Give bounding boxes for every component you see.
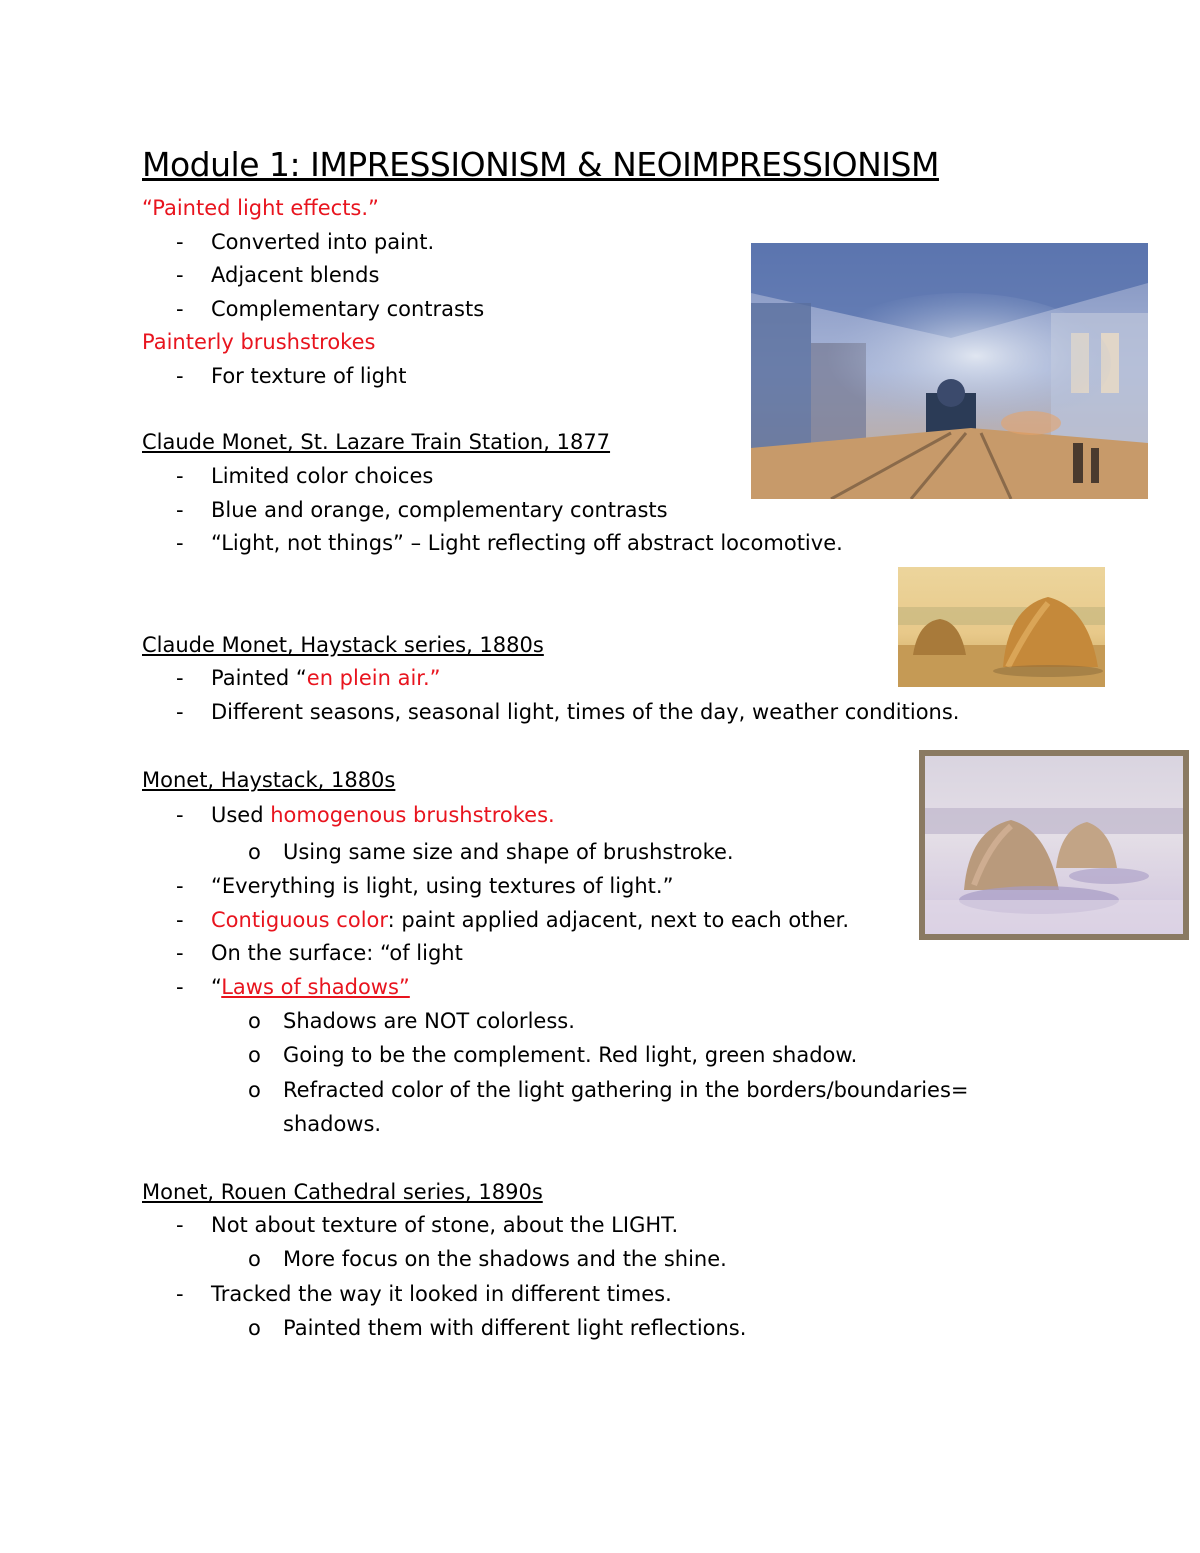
sub-bullet-circle: o [248,1247,261,1271]
bullet-text: “Everything is light, using textures of light.” [211,874,674,898]
bullet-dash: - [176,874,184,898]
painting-st-lazare-image [751,243,1148,499]
bullet-text: Complementary contrasts [211,297,485,321]
bullet-text: Converted into paint. [211,230,435,254]
bullet-dash: - [176,666,184,690]
bullet-text: Contiguous color: paint applied adjacent, next to each other. [211,908,850,932]
bullet-text: Adjacent blends [211,263,380,287]
bullet-text: Limited color choices [211,464,434,488]
sub-bullet-circle: o [248,1009,261,1033]
bullet-dash: - [176,1282,184,1306]
sub-bullet-text: More focus on the shadows and the shine. [283,1247,727,1271]
bullet-text: Different seasons, seasonal light, times of the day, weather conditions. [211,700,960,724]
section-heading-haystack-series: Claude Monet, Haystack series, 1880s [142,633,544,657]
bullet-dash: - [176,230,184,254]
bullet-text: “Light, not things” – Light reflecting off abstract locomotive. [211,531,843,555]
section-heading-st-lazare: Claude Monet, St. Lazare Train Station, 1877 [142,430,611,454]
sub-bullet-circle: o [248,1043,261,1067]
bullet-text: Tracked the way it looked in different times. [211,1282,672,1306]
section-heading-painterly: Painterly brushstrokes [142,330,376,354]
bullet-dash: - [176,263,184,287]
bullet-text: Used homogenous brushstrokes. [211,803,555,827]
bullet-dash: - [176,803,184,827]
sub-bullet-text: Painted them with different light reflections. [283,1316,747,1340]
painting-haystack-series-image [898,567,1105,687]
bullet-dash: - [176,941,184,965]
bullet-dash: - [176,498,184,522]
bullet-text: Not about texture of stone, about the LIGHT. [211,1213,679,1237]
section-heading-painted-light: “Painted light effects.” [142,196,379,220]
sub-bullet-circle: o [248,1078,261,1102]
bullet-text: Painted “en plein air.” [211,666,441,690]
bullet-dash: - [176,531,184,555]
bullet-dash: - [176,908,184,932]
section-heading-haystack: Monet, Haystack, 1880s [142,768,396,792]
sub-bullet-circle: o [248,840,261,864]
bullet-text: Blue and orange, complementary contrasts [211,498,668,522]
page-title: Module 1: IMPRESSIONISM & NEOIMPRESSIONISM [142,145,939,184]
bullet-dash: - [176,1213,184,1237]
bullet-dash: - [176,364,184,388]
sub-bullet-text: Refracted color of the light gathering in the borders/boundaries= [283,1078,969,1102]
sub-bullet-text: Shadows are NOT colorless. [283,1009,575,1033]
sub-bullet-text-continued: shadows. [283,1112,382,1136]
bullet-text: On the surface: “of light [211,941,463,965]
bullet-dash: - [176,700,184,724]
sub-bullet-text: Going to be the complement. Red light, green shadow. [283,1043,858,1067]
bullet-dash: - [176,464,184,488]
bullet-text: For texture of light [211,364,407,388]
section-heading-rouen: Monet, Rouen Cathedral series, 1890s [142,1180,543,1204]
sub-bullet-circle: o [248,1316,261,1340]
painting-haystack-image [919,750,1189,940]
bullet-text: “Laws of shadows” [211,975,410,999]
sub-bullet-text: Using same size and shape of brushstroke. [283,840,734,864]
bullet-dash: - [176,975,184,999]
bullet-dash: - [176,297,184,321]
